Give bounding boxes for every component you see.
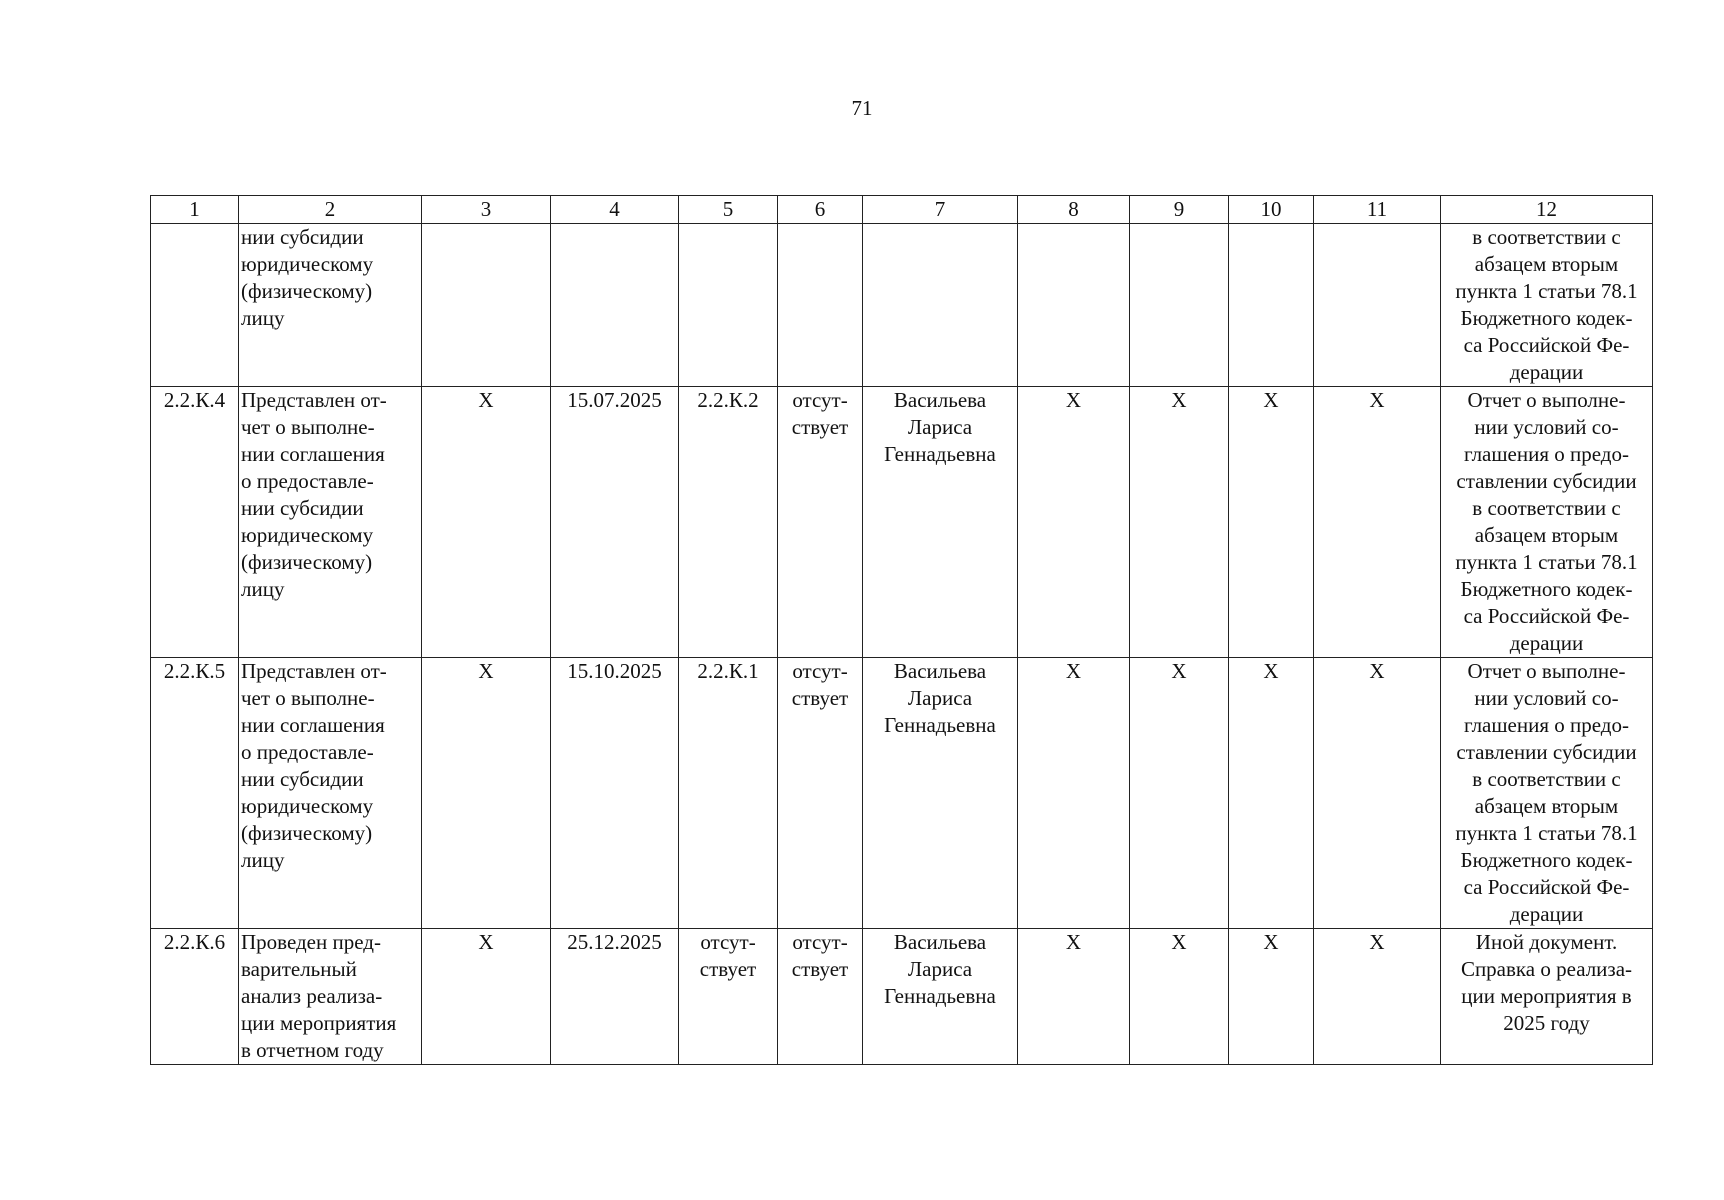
cell-col8: X [1018, 387, 1130, 658]
cell-number: 2.2.К.4 [151, 387, 239, 658]
cell-number: 2.2.К.6 [151, 929, 239, 1065]
cell-document: в соответствии с абзацем вторым пункта 1 статьи 78.1 Бюджетного кодек- са Российской Фе- дерации [1441, 224, 1653, 387]
cell-col6: отсут- ствует [778, 387, 863, 658]
cell-date: 15.10.2025 [551, 658, 679, 929]
cell-number: 2.2.К.5 [151, 658, 239, 929]
cell-col11 [1314, 224, 1441, 387]
cell-predecessor [679, 224, 778, 387]
cell-predecessor: отсут- ствует [679, 929, 778, 1065]
cell-col10: X [1229, 387, 1314, 658]
column-header: 12 [1441, 196, 1653, 224]
cell-col9: X [1130, 658, 1229, 929]
cell-col3: X [422, 658, 551, 929]
cell-number [151, 224, 239, 387]
cell-event: Проведен пред- варительный анализ реализа- ции мероприятия в отчетном году [239, 929, 422, 1065]
column-header: 6 [778, 196, 863, 224]
header-row [151, 196, 1653, 224]
column-header: 4 [551, 196, 679, 224]
column-header: 11 [1314, 196, 1441, 224]
cell-date: 15.07.2025 [551, 387, 679, 658]
cell-document: Отчет о выполне- нии условий со- глашения о предо- ставлении субсидии в соответствии с абзацем вторым пункта 1 статьи 78.1 Бюджетного кодек- са Российской Фе- дерации [1441, 658, 1653, 929]
cell-responsible: Васильева Лариса Геннадьевна [863, 658, 1018, 929]
cell-document: Иной документ. Справка о реализа- ции мероприятия в 2025 году [1441, 929, 1653, 1065]
cell-predecessor: 2.2.К.1 [679, 658, 778, 929]
cell-col10: X [1229, 929, 1314, 1065]
cell-responsible: Васильева Лариса Геннадьевна [863, 387, 1018, 658]
cell-predecessor: 2.2.К.2 [679, 387, 778, 658]
cell-col10 [1229, 224, 1314, 387]
cell-event: нии субсидии юридическому (физическому) лицу [239, 224, 422, 387]
column-header: 10 [1229, 196, 1314, 224]
cell-col8: X [1018, 658, 1130, 929]
control-points-table [150, 195, 1653, 1065]
cell-col11: X [1314, 658, 1441, 929]
cell-col6 [778, 224, 863, 387]
column-header: 7 [863, 196, 1018, 224]
column-header: 2 [239, 196, 422, 224]
column-header: 1 [151, 196, 239, 224]
table-row [151, 224, 1653, 387]
table-row [151, 387, 1653, 658]
cell-col11: X [1314, 387, 1441, 658]
cell-responsible [863, 224, 1018, 387]
cell-event: Представлен от- чет о выполне- нии соглашения о предоставле- нии субсидии юридическому (физическому) лицу [239, 658, 422, 929]
cell-col11: X [1314, 929, 1441, 1065]
cell-col6: отсут- ствует [778, 929, 863, 1065]
cell-col3 [422, 224, 551, 387]
table-row [151, 929, 1653, 1065]
cell-col8 [1018, 224, 1130, 387]
cell-col8: X [1018, 929, 1130, 1065]
column-header: 9 [1130, 196, 1229, 224]
cell-date [551, 224, 679, 387]
column-header: 5 [679, 196, 778, 224]
cell-responsible: Васильева Лариса Геннадьевна [863, 929, 1018, 1065]
cell-col9: X [1130, 929, 1229, 1065]
cell-col10: X [1229, 658, 1314, 929]
cell-col9: X [1130, 387, 1229, 658]
column-header: 3 [422, 196, 551, 224]
column-header: 8 [1018, 196, 1130, 224]
cell-col9 [1130, 224, 1229, 387]
cell-event: Представлен от- чет о выполне- нии соглашения о предоставле- нии субсидии юридическому (физическому) лицу [239, 387, 422, 658]
cell-col3: X [422, 387, 551, 658]
table-row [151, 658, 1653, 929]
page-number: 71 [851, 96, 873, 120]
cell-document: Отчет о выполне- нии условий со- глашения о предо- ставлении субсидии в соответствии с абзацем вторым пункта 1 статьи 78.1 Бюджетного кодек- са Российской Фе- дерации [1441, 387, 1653, 658]
cell-col6: отсут- ствует [778, 658, 863, 929]
cell-col3: X [422, 929, 551, 1065]
cell-date: 25.12.2025 [551, 929, 679, 1065]
